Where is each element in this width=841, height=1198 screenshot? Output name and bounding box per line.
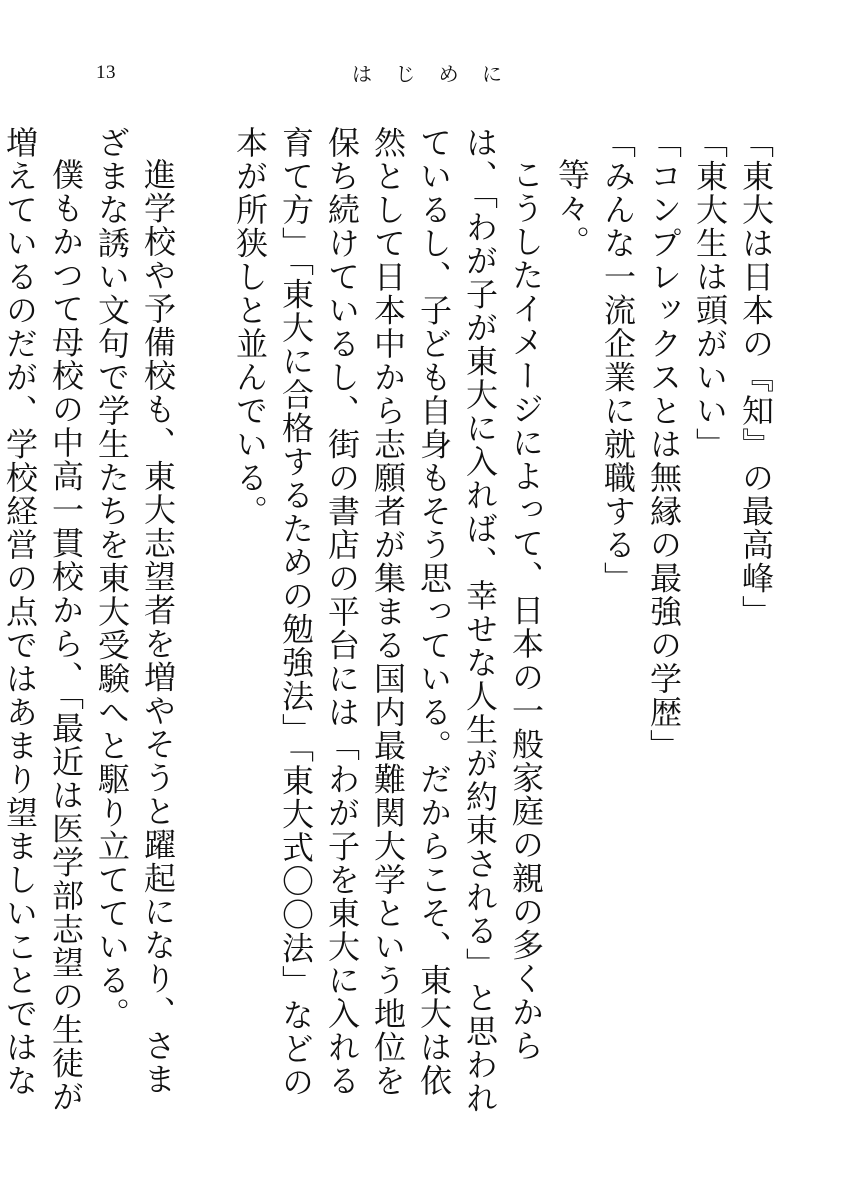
- running-head-char: め: [438, 62, 459, 86]
- running-head-char: じ: [395, 62, 416, 86]
- quote-line: 「みんな一流企業に就職する」: [599, 126, 637, 595]
- page-number: 13: [96, 62, 116, 83]
- body-text: [0, 126, 779, 1116]
- paragraph: 進学校や予備校も、東大志望者を増やそうと躍起になり、さまざまな誘い文句で学生たちを東大受験へと駆り立てている。: [93, 126, 177, 1096]
- quote-line: 「東大は日本の『知』の最高峰」: [737, 126, 775, 629]
- running-head-char: に: [481, 62, 502, 86]
- etc-line: 等々。: [553, 158, 591, 259]
- paragraph: 僕もかつて母校の中高一貫校から、「最近は医学部志望の生徒が増えているのだが、学校経営の点ではあまり望ましいことではな: [1, 126, 85, 1114]
- quote-line: 「東大生は頭がいい」: [691, 126, 729, 461]
- paragraph: こうしたイメージによって、日本の一般家庭の親の多くからは、「わが子が東大に入れば、幸せな人生が約束される」と思われているし、子ども自身もそう思っている。だからこそ、東大は依然として日本中から志願者が集まる国内最難関大学という地位を保ち続けているし、街の書店の平台には「わが子を東大に入れる育て方」「東大に合格するための勉強法」「東大式〇〇法」などの本が所狭しと並んでいる。: [231, 126, 545, 1115]
- quote-line: 「コンプレックスとは無縁の最強の学歴」: [645, 126, 683, 763]
- running-head: [352, 58, 502, 87]
- running-head-char: は: [352, 62, 372, 86]
